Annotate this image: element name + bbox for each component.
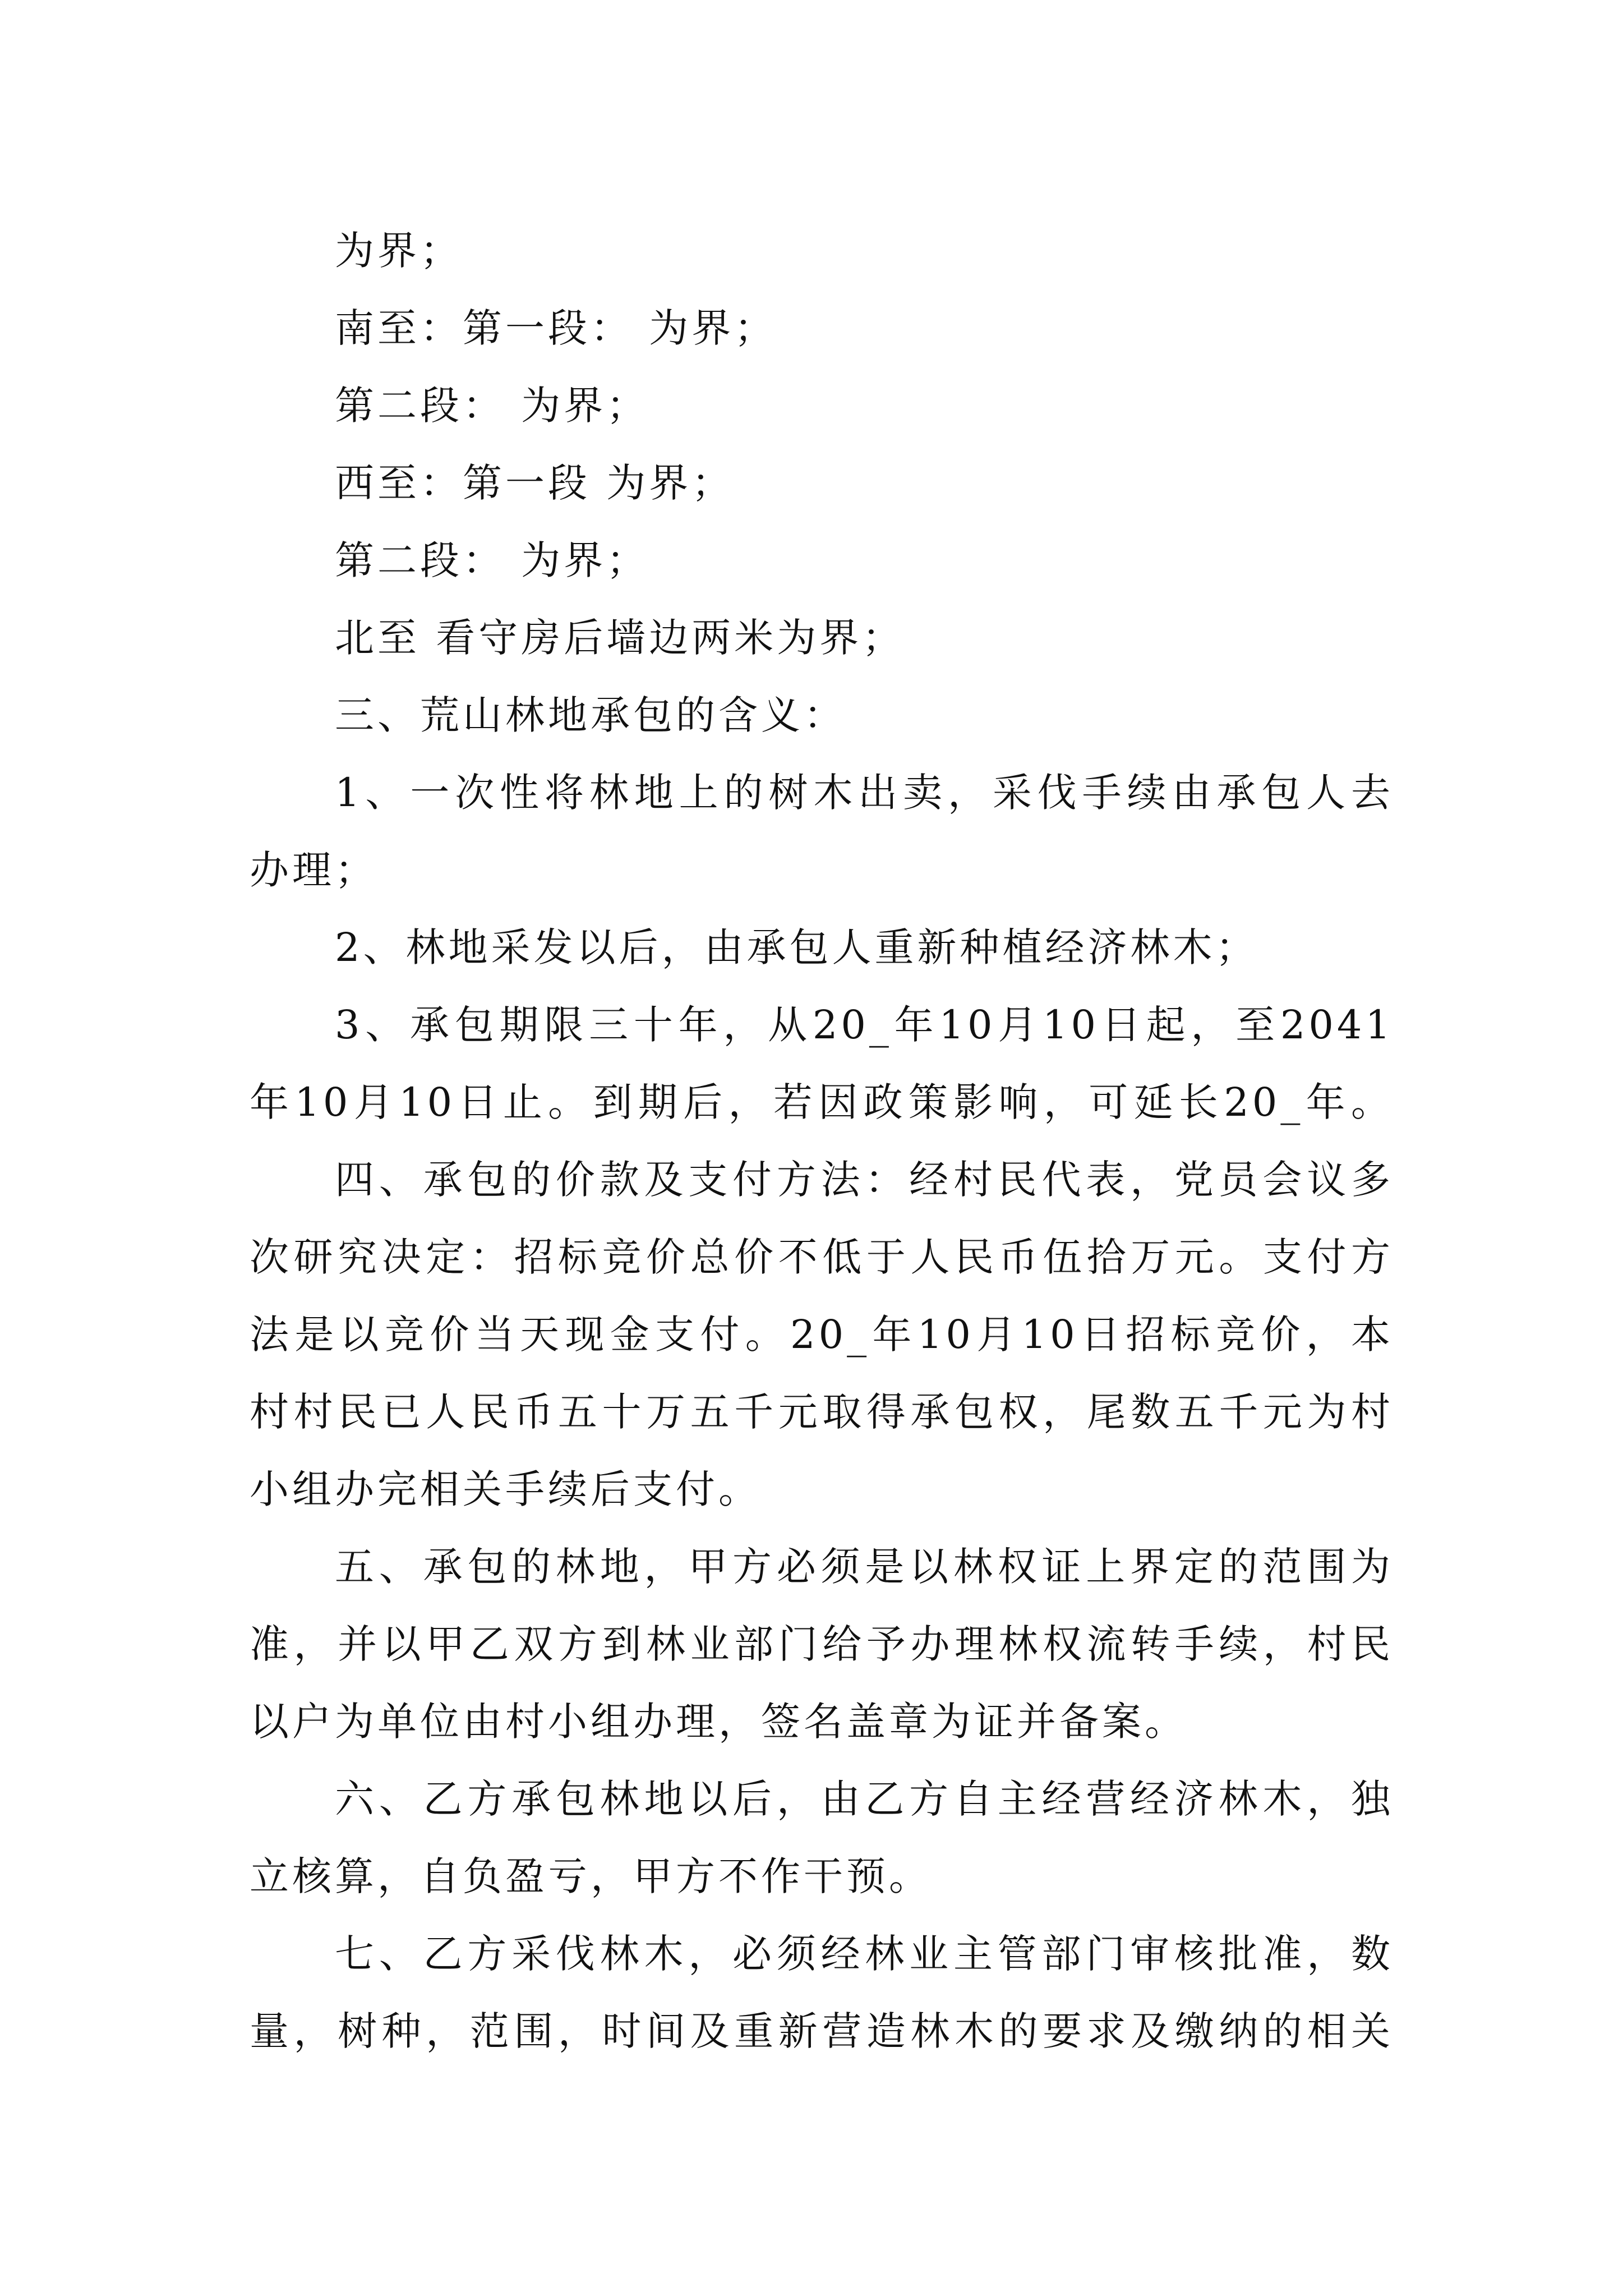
text-line: 办理； [250, 847, 377, 893]
text-line: 为界； [335, 228, 463, 274]
text-line: 1、一次性将林地上的树木出卖，采伐手续由承包人去 [335, 770, 1394, 816]
text-line: 准，并以甲乙双方到林业部门给予办理林权流转手续，村民 [250, 1621, 1394, 1667]
text-line: 村村民已人民币五十万五千元取得承包权，尾数五千元为村 [250, 1389, 1394, 1435]
section-heading: 三、荒山林地承包的含义： [335, 692, 846, 738]
text-line: 北至 看守房后墙边两米为界； [335, 615, 905, 661]
text-line: 六、乙方承包林地以后，由乙方自主经营经济林木，独 [335, 1776, 1394, 1822]
text-line: 小组办完相关手续后支付。 [250, 1466, 761, 1512]
text-line: 3、承包期限三十年，从20_年10月10日起，至2041 [335, 1002, 1394, 1048]
text-line: 第二段： 为界； [335, 537, 649, 583]
text-line: 以户为单位由村小组办理，签名盖章为证并备案。 [250, 1699, 1187, 1745]
text-line: 南至：第一段： 为界； [335, 305, 777, 351]
text-line: 七、乙方采伐林木，必须经林业主管部门审核批准，数 [335, 1931, 1394, 1977]
text-line: 法是以竞价当天现金支付。20_年10月10日招标竞价，本 [250, 1312, 1394, 1358]
text-line: 西至：第一段 为界； [335, 460, 735, 506]
document-body [250, 212, 1394, 2070]
text-line: 2、林地采发以后，由承包人重新种植经济林木； [335, 924, 1258, 970]
text-line: 次研究决定：招标竞价总价不低于人民币伍拾万元。支付方 [250, 1234, 1394, 1280]
text-line: 第二段： 为界； [335, 383, 649, 429]
text-line: 量，树种，范围，时间及重新营造林木的要求及缴纳的相关 [250, 2008, 1394, 2054]
text-line: 立核算，自负盈亏，甲方不作干预。 [250, 1853, 932, 1899]
text-line: 四、承包的价款及支付方法：经村民代表，党员会议多 [335, 1157, 1394, 1203]
text-line: 五、承包的林地，甲方必须是以林权证上界定的范围为 [335, 1544, 1394, 1590]
text-line: 年10月10日止。到期后，若因政策影响，可延长20_年。 [250, 1079, 1394, 1125]
